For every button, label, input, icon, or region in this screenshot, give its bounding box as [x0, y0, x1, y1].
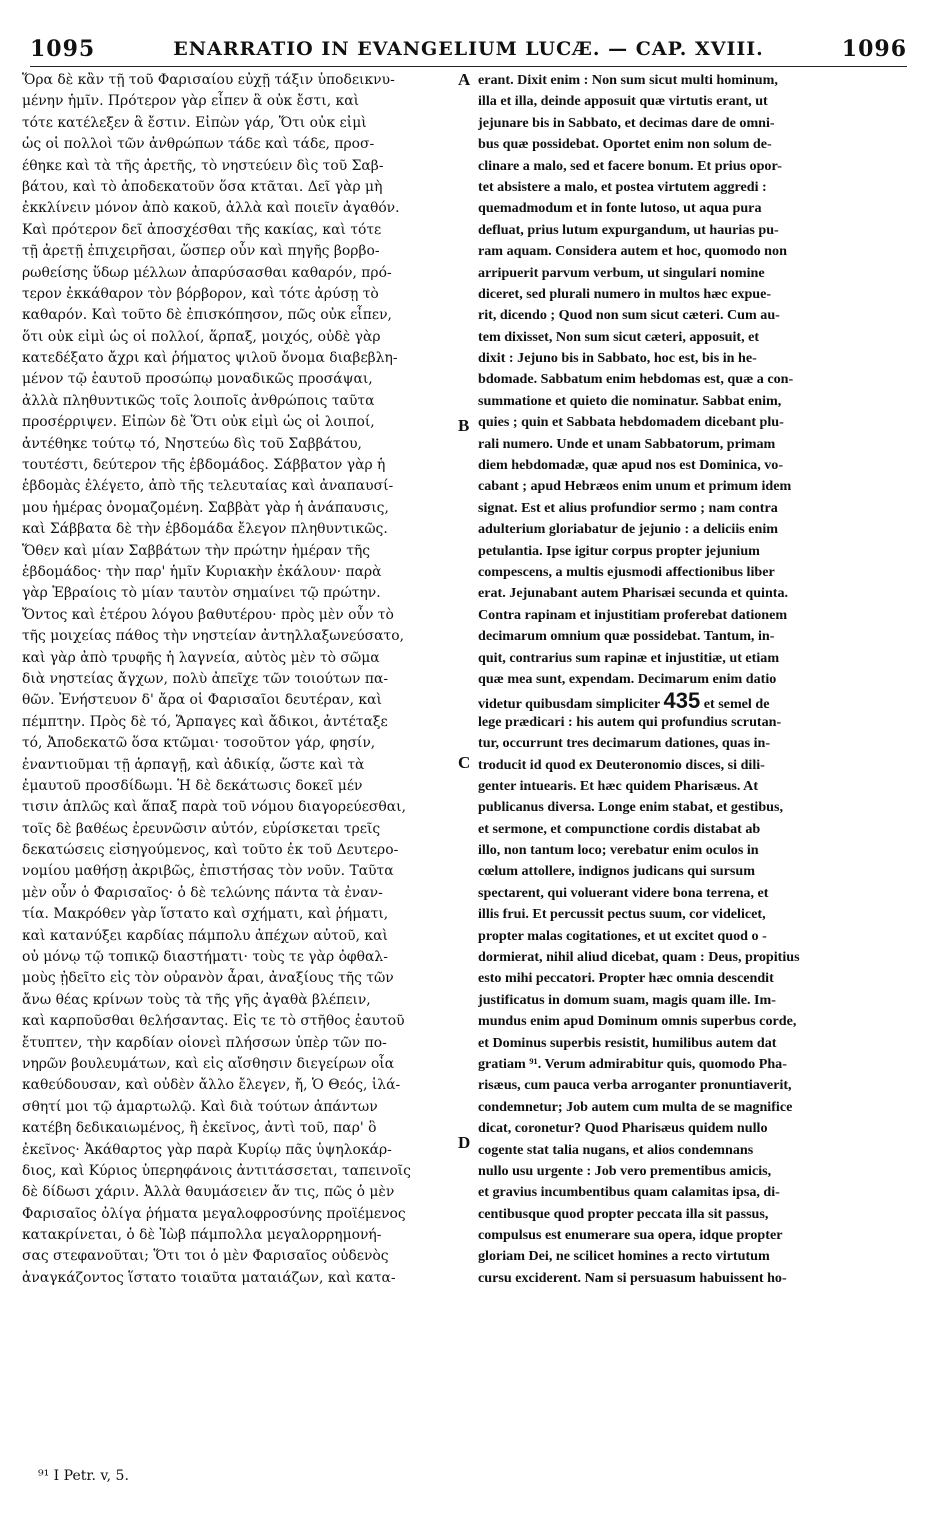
latin-line-text: compulsus est enumerare sua opera, idque propter	[478, 1227, 783, 1244]
greek-text-line: κατέβη δεδικαιωμένος, ἢ ἐκεῖνος, ἀντὶ τοῦ, παρ' ὃ	[22, 1120, 377, 1137]
latin-line-text: gloriam Dei, ne scilicet homines a recto virtutum	[478, 1248, 770, 1265]
latin-line-text: quies ; quin et Sabbata hebdomadem dicebant plu-	[478, 414, 784, 431]
latin-text-line	[478, 455, 918, 476]
latin-text-line	[478, 284, 918, 305]
latin-text-line	[478, 583, 918, 604]
greek-column	[22, 70, 456, 1289]
latin-line-text: videtur quibusdam simpliciter	[478, 696, 660, 712]
latin-text-line	[478, 1140, 918, 1161]
latin-line-text: cogente stat talia nugans, et alios condemnans	[478, 1141, 754, 1158]
latin-text-line	[478, 733, 918, 754]
latin-line-text: ram aquam. Considera autem et hoc, quomodo non	[478, 243, 787, 260]
latin-text-line	[478, 562, 918, 583]
latin-line-text: propter malas cogitationes, et ut excitet quod o -	[478, 927, 767, 944]
greek-text-line: ρωθείσης ὕδωρ μέλλων ἀπαρύσασθαι καθαρόν, πρό-	[22, 264, 392, 281]
greek-text-line: ἑβδομάδος· τὴν παρ' ἡμῖν Κυριακὴν ἐκάλουν· παρὰ	[22, 563, 382, 580]
latin-text-line	[478, 968, 918, 989]
inline-page-number: 435	[663, 690, 701, 712]
greek-text-line: τερον ἐκκάθαρον τὸν βόρβορον, καὶ τότε ἀρύσῃ τὸ	[22, 285, 379, 302]
latin-line-text: dicat, coronetur? Quod Pharisæus quidem nullo	[478, 1120, 768, 1137]
latin-line-text: dixit : Jejuno bis in Sabbato, hoc est, bis in he-	[478, 350, 757, 367]
greek-text-line: ἀντέθηκε τούτῳ τό, Νηστεύω δὶς τοῦ Σαββάτου,	[22, 435, 362, 452]
greek-text-line: ἑβδομὰς ἐλέγετο, ἀπὸ τῆς τελευταίας καὶ ἀναπαυσί-	[22, 478, 394, 495]
greek-text-line: μου ἡμέρας ὀνομαζομένη. Σαββὰτ γὰρ ἡ ἀνάπαυσις,	[22, 499, 389, 516]
latin-text-line	[478, 541, 918, 562]
latin-line-continuation: et semel de	[700, 696, 770, 712]
running-title: ENARRATIO IN EVANGELIUM LUCÆ. — CAP. XVIII.	[173, 38, 764, 60]
latin-text-line	[478, 1246, 918, 1267]
greek-text-line: τό, Ἀποδεκατῶ ὅσα κτῶμαι· τοσοῦτον γάρ, φησίν,	[22, 735, 376, 752]
latin-text-line	[478, 605, 918, 626]
latin-line-text: diceret, sed plurali numero in multos hæc expue-	[478, 285, 772, 302]
greek-text-line: καθαρόν. Καὶ τοῦτο δὲ ἐπισκόπησον, πῶς οὐκ εἶπεν,	[22, 307, 392, 324]
greek-text-line: έθηκε καὶ τὰ τῆς ἀρετῆς, τὸ νηστεύειν δὶς τοῦ Σαβ-	[22, 157, 384, 174]
latin-text-line	[478, 947, 918, 968]
latin-line-text: petulantia. Ipse igitur corpus propter jejunium	[478, 542, 760, 559]
latin-line-text: et gravius incumbentibus quam calamitas ipsa, di-	[478, 1184, 780, 1201]
greek-text-line: μένον τῷ ἑαυτοῦ προσώπῳ μοναδικῶς προσάψαι,	[22, 371, 373, 388]
latin-text-line	[478, 241, 918, 262]
latin-text-line	[478, 1182, 918, 1203]
greek-text-line: νηρῶν βουλευμάτων, καὶ εἰς αἴσθησιν διεγείρων οἷα	[22, 1055, 395, 1072]
latin-text-line	[478, 263, 918, 284]
latin-line-text: erant. Dixit enim : Non sum sicut multi hominum,	[478, 72, 778, 88]
latin-text-line	[478, 177, 918, 198]
margin-marker-a: A	[458, 70, 471, 89]
latin-text-line	[478, 91, 918, 112]
latin-line-text: quit, contrarius sum rapinæ et injustitiæ, ut etiam	[478, 649, 780, 666]
greek-text-line: ἄνω θέας κρίνων τοὺς τὰ τῆς γῆς ἀγαθὰ βλέπειν,	[22, 991, 371, 1008]
page-header	[30, 36, 907, 67]
latin-text-line	[478, 990, 918, 1011]
latin-text-line	[478, 1097, 918, 1118]
latin-line-text: centibusque quod propter peccata illa sit passus,	[478, 1205, 769, 1222]
greek-text-line: τῇ ἀρετῇ ἐπιχειρῆσαι, ὥσπερ οὖν καὶ πηγῆς βορβο-	[22, 243, 380, 260]
latin-line-text: Contra rapinam et injustitiam proferebat dationem	[478, 606, 788, 623]
latin-text-line	[478, 198, 918, 219]
latin-line-text: cursu exciderent. Nam si persuasum habuissent ho-	[478, 1269, 787, 1286]
latin-line-text: tur, occurrunt tres decimarum dationes, quas in-	[478, 735, 771, 752]
latin-text-line	[478, 1268, 918, 1289]
greek-text-line: ἐκκλίνειν μόνον ἀπὸ κακοῦ, ἀλλὰ καὶ ποιεῖν ἀγαθόν.	[22, 200, 400, 217]
latin-line-text: signat. Est et alius profundior sermo ; nam contra	[478, 499, 778, 516]
greek-text-line: καθεύδουσαν, καὶ οὐδὲν ἄλλο ἔλεγεν, ἤ, Ὁ Θεός, ἱλά-	[22, 1077, 401, 1094]
greek-text-line: καὶ γὰρ ἀπὸ τρυφῆς ἡ λαγνεία, αὐτὸς μὲν τὸ σῶμα	[22, 649, 380, 666]
greek-text-line: κατεδέξατο ἄχρι καὶ ῥήματος ψιλοῦ ὄνομα διαβεβλη-	[22, 350, 398, 367]
greek-text-line: καὶ καρποῦσθαι θελήσαντας. Εἰς τε τὸ στῆθος ἑαυτοῦ	[22, 1013, 405, 1030]
latin-text-line	[478, 669, 918, 690]
latin-line-text: illa et illa, deinde apposuit quæ virtutis erant, ut	[478, 93, 768, 110]
margin-marker-c: C	[458, 753, 471, 772]
latin-column	[478, 70, 918, 1289]
greek-text-line: τοῖς δὲ βαθέως ἐρευνῶσιν αὐτόν, εὑρίσκεται τρεῖς	[22, 820, 381, 837]
latin-line-text: cabant ; apud Hebræos enim unum et primum idem	[478, 478, 792, 495]
latin-text-line	[478, 498, 918, 519]
greek-text-line: γὰρ Ἑβραίοις τὸ μίαν ταυτὸν σημαίνει τῷ πρώτην.	[22, 585, 381, 602]
latin-line-text: decimarum omnium quæ possidebat. Tantum, in-	[478, 628, 775, 645]
latin-line-text: genter intuearis. Et hæc quidem Pharisæus. At	[478, 777, 759, 794]
latin-line-text: adulterium gloriabatur de jejunio : a deliciis enim	[478, 521, 779, 538]
greek-text-line: ἀλλὰ πληθυντικῶς τοῖς λοιποῖς ἀνθρώποις ταῦτα	[22, 392, 375, 409]
greek-text-line: προσέρριψεν. Εἰπὼν δὲ Ὅτι οὐκ εἰμὶ ὡς οἱ λοιποί,	[22, 414, 375, 431]
latin-line-text: summatione et quieto die nominatur. Sabbat enim,	[478, 392, 782, 409]
latin-line-text: quemadmodum et in fonte lutoso, ut aqua pura	[478, 200, 762, 217]
greek-text-line: τότε κατέλεξεν ἃ ἔστιν. Εἰπὼν γάρ, Ὅτι οὐκ εἰμὶ	[22, 114, 367, 131]
greek-text-line: ἔτυπτεν, τὴν καρδίαν οἱονεὶ πλήσσων ὑπὲρ τῶν πο-	[22, 1034, 387, 1051]
greek-text-line: ἐναντιοῦμαι τῇ ἁρπαγῇ, καὶ ἀδικίᾳ, ὥστε καὶ τὰ	[22, 756, 365, 773]
latin-line-text: jejunare bis in Sabbato, et decimas dare de omni-	[478, 114, 775, 131]
greek-text-line: μένην ἡμῖν. Πρότερον γὰρ εἶπεν ἃ οὐκ ἔστι, καὶ	[22, 93, 360, 110]
latin-text-line	[478, 926, 918, 947]
latin-line-text: gratiam ⁹¹. Verum admirabitur quis, quomodo Pha-	[478, 1055, 787, 1072]
latin-text-line	[478, 1225, 918, 1246]
greek-text-line: μὲν οὖν ὁ Φαρισαῖος· ὁ δὲ τελώνης πάντα τὰ ἐναν-	[22, 884, 383, 901]
latin-text-line	[478, 883, 918, 904]
latin-text-line	[478, 412, 918, 433]
greek-text-line: Φαρισαῖος ὀλίγα ῥήματα μεγαλοφροσύνης προϊέμενος	[22, 1205, 406, 1222]
latin-text-line	[478, 434, 918, 455]
latin-line-text: publicanus diversa. Longe enim stabat, et gestibus,	[478, 799, 784, 816]
greek-text-line: βάτου, καὶ τὸ ἀποδεκατοῦν ὅσα κτᾶται. Δεῖ γὰρ μὴ	[22, 178, 383, 195]
latin-line-text: lege prædicari : his autem qui profundius scrutan-	[478, 713, 782, 730]
latin-text-line	[478, 755, 918, 776]
latin-text-line	[478, 519, 918, 540]
latin-text-line	[478, 134, 918, 155]
greek-text-line: καὶ κατανύξει καρδίας πάμπολυ ἀπέχων αὐτοῦ, καὶ	[22, 927, 388, 944]
greek-text-line: νομίου μαθήσῃ ἀκριβῶς, ἐπιστήσας τὸν νοῦν. Ταῦτα	[22, 863, 394, 880]
latin-line-text: diem hebdomadæ, quæ apud nos est Dominica, vo-	[478, 457, 784, 474]
latin-text-line	[478, 626, 918, 647]
latin-text-line	[478, 712, 918, 733]
latin-text-line	[478, 690, 918, 711]
latin-text-line	[478, 391, 918, 412]
latin-text-line	[478, 648, 918, 669]
greek-text-line: διὰ νηστείας ἄγχων, πολὺ ἀπεῖχε τῶν τοιούτων πα-	[22, 670, 389, 687]
greek-text-line: δεκατώσεις εἰσηγούμενος, καὶ τοῦτο ἐκ τοῦ Δευτερο-	[22, 842, 399, 859]
latin-text-line	[478, 1011, 918, 1032]
greek-text-line: τουτέστι, δεύτερον τῆς ἑβδομάδος. Σάββατον γὰρ ἡ	[22, 457, 386, 474]
latin-text-line	[478, 819, 918, 840]
latin-text-line	[478, 1161, 918, 1182]
greek-text-line: ἐκεῖνος· Ἀκάθαρτος γὰρ παρὰ Κυρίῳ πᾶς ὑψηλοκάρ-	[22, 1141, 392, 1158]
greek-text-line: ἀναγκάζοντος ἵστατο τοιαῦτα ματαιάζων, καὶ κατα-	[22, 1269, 396, 1286]
latin-text-line	[478, 476, 918, 497]
latin-line-text: troducit id quod ex Deuteronomio disces, si dili-	[478, 756, 765, 773]
latin-line-text: bus quæ possidebat. Oportet enim non solum de-	[478, 136, 772, 153]
latin-text-line	[478, 776, 918, 797]
latin-text-line	[478, 904, 918, 925]
latin-line-text: clinare a malo, sed et facere bonum. Et prius opor-	[478, 157, 782, 174]
greek-text-line: διος, καὶ Κύριος ὑπερηφάνοις ἀντιτάσσεται, ταπεινοῖς	[22, 1162, 411, 1179]
latin-text-line	[478, 797, 918, 818]
greek-text-line: δὲ δίδωσι χάριν. Ἀλλὰ θαυμάσειεν ἄν τις, πῶς ὁ μὲν	[22, 1184, 395, 1201]
greek-text-line: ὅτι οὐκ εἰμὶ ὡς οἱ πολλοί, ἅρπαξ, μοιχός, οὐδὲ γὰρ	[22, 328, 381, 345]
latin-text-line	[478, 1075, 918, 1096]
greek-text-line: ἐμαυτοῦ προσδίδωμι. Ἡ δὲ δεκάτωσις δοκεῖ μέν	[22, 777, 363, 794]
latin-text-line	[478, 220, 918, 241]
latin-text-line	[478, 348, 918, 369]
latin-line-text: condemnetur; Job autem cum multa de se magnifice	[478, 1098, 793, 1115]
margin-marker-b: B	[458, 416, 470, 435]
greek-text-line: ὡς οἱ πολλοὶ τῶν ἀνθρώπων τάδε καὶ τάδε, προσ-	[22, 136, 375, 153]
greek-text-line: μοὺς ᾐδεῖτο εἰς τὸν οὐρανὸν ἆραι, ἀναξίους τῆς τῶν	[22, 970, 394, 987]
latin-text-line	[478, 113, 918, 134]
latin-text-line	[478, 1033, 918, 1054]
latin-text-line	[478, 305, 918, 326]
latin-line-text: esto mihi peccatori. Propter hæc omnia descendit	[478, 970, 774, 987]
latin-text-line	[478, 156, 918, 177]
latin-line-text: erat. Jejunabant autem Pharisæi secunda et quinta.	[478, 585, 789, 602]
footnote: ⁹¹ I Petr. v, 5.	[38, 1468, 129, 1484]
latin-text-line	[478, 1054, 918, 1075]
latin-line-text: tem dixisset, Non sum sicut cæteri, apposuit, et	[478, 328, 760, 345]
latin-line-text: illo, non tantum loco; verebatur enim oculos in	[478, 842, 759, 859]
greek-text-line: Ὅρα δὲ κἂν τῇ τοῦ Φαρισαίου εὐχῇ τάξιν ὑποδεικνυ-	[22, 72, 395, 88]
latin-text-line	[478, 840, 918, 861]
latin-line-text: et Dominus superbis resistit, humilibus autem dat	[478, 1034, 777, 1051]
latin-text-line	[478, 1204, 918, 1225]
latin-line-text: tet absistere a malo, et postea virtutem aggredi :	[478, 178, 767, 195]
latin-line-text: justificatus in domum suam, magis quam ille. Im-	[478, 991, 776, 1008]
latin-text-line	[478, 70, 918, 91]
greek-text-line: τία. Μακρόθεν γὰρ ἵστατο καὶ σχήματι, καὶ ῥήματι,	[22, 906, 389, 923]
latin-line-text: compescens, a multis ejusmodi affectionibus liber	[478, 563, 775, 580]
greek-text-line: τισιν ἁπλῶς καὶ ἅπαξ παρὰ τοῦ νόμου διαγορεύεσθαι,	[22, 799, 407, 816]
greek-text-line: θῶν. Ἐνήστευον δ' ἄρα οἱ Φαρισαῖοι δευτέραν, καὶ	[22, 692, 382, 709]
latin-text-line	[478, 861, 918, 882]
greek-text-line: πέμπτην. Πρὸς δὲ τό, Ἅρπαγες καὶ ἄδικοι, ἀντέταξε	[22, 713, 388, 730]
latin-line-text: quæ mea sunt, expendam. Decimarum enim datio	[478, 670, 777, 687]
latin-line-text: rit, dicendo ; Quod non sum sicut cæteri. Cum au-	[478, 307, 780, 324]
latin-line-text: nullo usu urgente : Job vero prementibus amicis,	[478, 1162, 772, 1179]
greek-text-line: τῆς μοιχείας πάθος τὴν νηστείαν ἀντηλλαξωνεύσατο,	[22, 628, 404, 645]
latin-line-text: defluat, prius lutum expurgandum, ut haurias pu-	[478, 221, 779, 238]
latin-line-text: cœlum attollere, indignos judicans qui sursum	[478, 863, 755, 880]
latin-line-text: spectarent, qui voluerant videre bona terrena, et	[478, 884, 769, 901]
latin-line-text: dormierat, nihil aliud dicebat, quam : Deus, propitius	[478, 949, 800, 966]
latin-line-text: illis frui. Et percussit pectus suum, cor videlicet,	[478, 906, 766, 923]
greek-text-line: οὐ μόνῳ τῷ τοπικῷ διαστήματι· τοὺς τε γὰρ ὀφθαλ-	[22, 949, 388, 966]
latin-text-line	[478, 369, 918, 390]
greek-text-line: Καὶ πρότερον δεῖ ἀποσχέσθαι τῆς κακίας, καὶ τότε	[22, 221, 382, 238]
latin-text-line	[478, 1118, 918, 1139]
greek-text-line: Ὅθεν καὶ μίαν Σαββάτων τὴν πρώτην ἡμέραν τῆς	[22, 542, 371, 559]
latin-line-text: bdomade. Sabbatum enim hebdomas est, quæ a con-	[478, 371, 794, 388]
latin-line-text: rali numero. Unde et unam Sabbatorum, primam	[478, 435, 776, 452]
right-page-number: 1096	[841, 36, 907, 62]
latin-text-line	[478, 327, 918, 348]
latin-line-text: arripuerit parvum verbum, ut singulari nomine	[478, 264, 765, 281]
latin-line-text: et sermone, et compunctione cordis distabat ab	[478, 820, 761, 837]
latin-line-text: mundus enim apud Dominum omnis superbus corde,	[478, 1013, 797, 1030]
greek-text-line: καὶ Σάββατα δὲ τὴν ἑβδομάδα ἔλεγον πληθυντικῶς.	[22, 521, 388, 538]
left-page-number: 1095	[30, 36, 96, 62]
greek-text-line: σθητί μοι τῷ ἁμαρτωλῷ. Καὶ διὰ τούτων ἁπάντων	[22, 1098, 378, 1115]
latin-line-text: risæus, cum pauca verba arroganter pronuntiaverit,	[478, 1077, 792, 1094]
greek-text-line: κατακρίνεται, ὁ δὲ Ἰὼβ πάμπολλα μεγαλορρημονή-	[22, 1227, 382, 1244]
greek-text-line: Ὄντος καὶ ἑτέρου λόγου βαθυτέρου· πρὸς μὲν οὖν τὸ	[22, 606, 394, 623]
greek-text-line: σας στεφανοῦται; Ὅτι τοι ὁ μὲν Φαρισαῖος οὐδενὸς	[22, 1248, 389, 1265]
margin-marker-d: D	[458, 1133, 471, 1152]
